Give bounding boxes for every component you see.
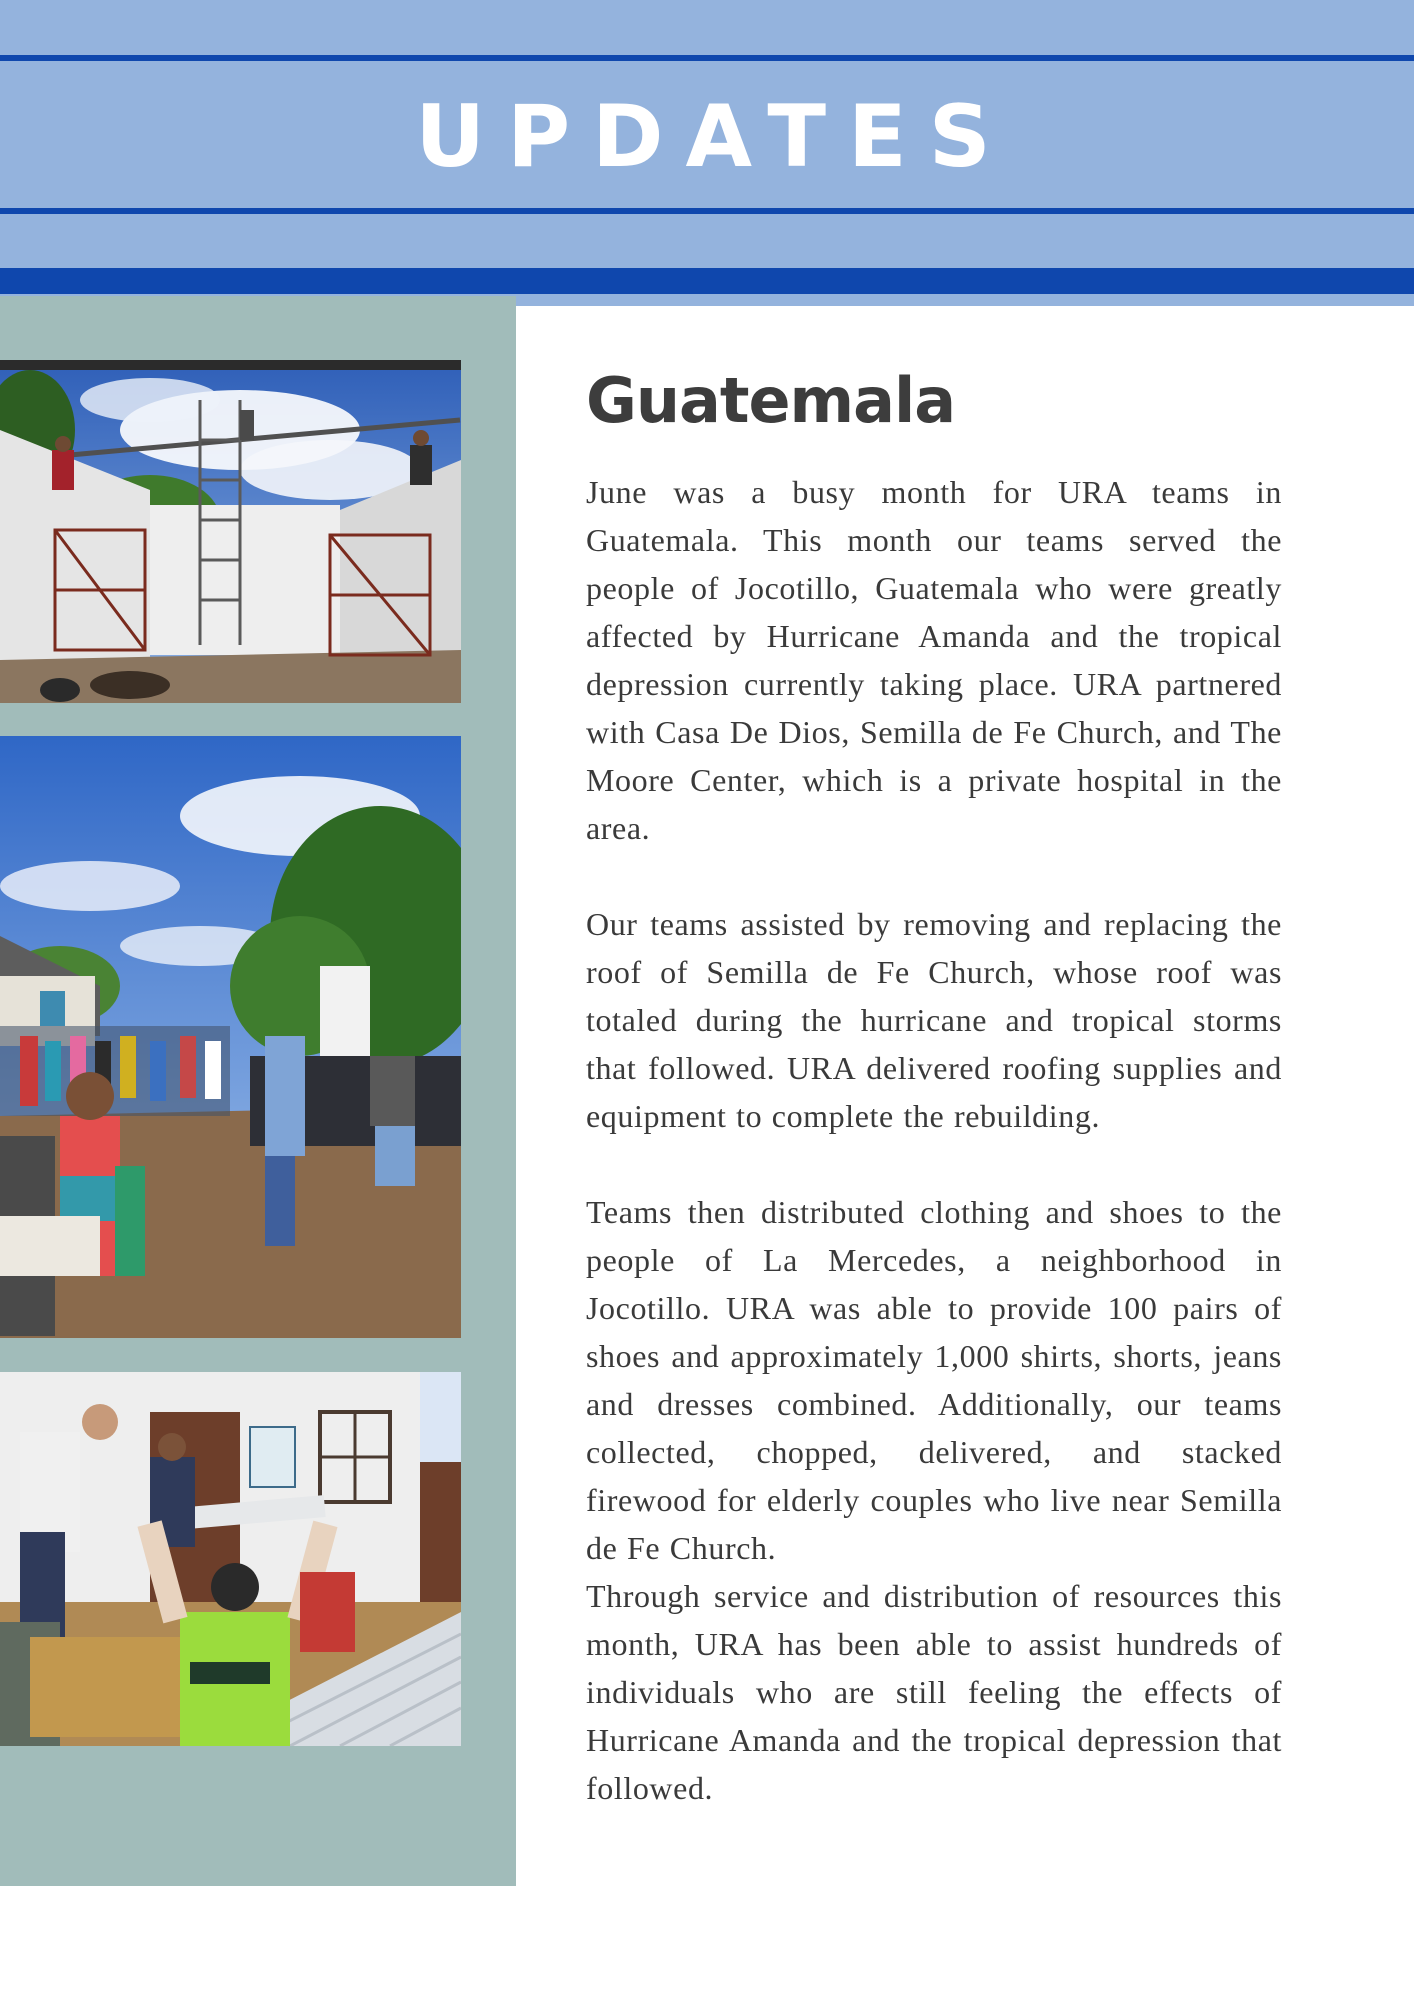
banner-rule-bottom — [0, 268, 1414, 294]
updates-banner — [0, 0, 1414, 306]
clothing-distribution-line-photo — [0, 736, 461, 1338]
article-paragraph: Through service and distribution of resources this month, URA has been able to assist hundreds of individuals who are still feeling the effects of Hurricane Amanda and the tropical depression that followed. — [586, 1578, 1282, 1806]
roofing-sheet-delivery-photo — [0, 1372, 461, 1746]
paragraph-spacer — [586, 1140, 1282, 1188]
banner-rule-top — [0, 55, 1414, 61]
paragraph-spacer — [586, 852, 1282, 900]
photo-column — [0, 296, 516, 1886]
article-paragraph: Teams then distributed clothing and shoes to the people of La Mercedes, a neighborhood in Jocotillo. URA was able to provide 100 pairs of shoes and approximately 1,000 shirts, shorts, jeans and dresses combined. Additionally, our teams collected, chopped, delivered, and stacked firewood for elderly couples who live near Semilla de Fe Church. — [586, 1194, 1282, 1566]
banner-title: UPDATES — [415, 87, 1013, 187]
guatemala-article — [586, 360, 1282, 1812]
article-paragraph: June was a busy month for URA teams in Guatemala. This month our teams served the people of Jocotillo, Guatemala who were greatly affected by Hurricane Amanda and the tropical depression currently taking place. URA partnered with Casa De Dios, Semilla de Fe Church, and The Moore Center, which is a private hospital in the area. — [586, 474, 1282, 846]
construction-scaffolding-photo — [0, 360, 461, 703]
article-heading: Guatemala — [586, 364, 956, 437]
article-paragraph: Our teams assisted by removing and replacing the roof of Semilla de Fe Church, whose roof was totaled during the hurricane and tropical storms that followed. URA delivered roofing supplies and equipment to complete the rebuilding. — [586, 906, 1282, 1134]
banner-rule-middle — [0, 208, 1414, 214]
